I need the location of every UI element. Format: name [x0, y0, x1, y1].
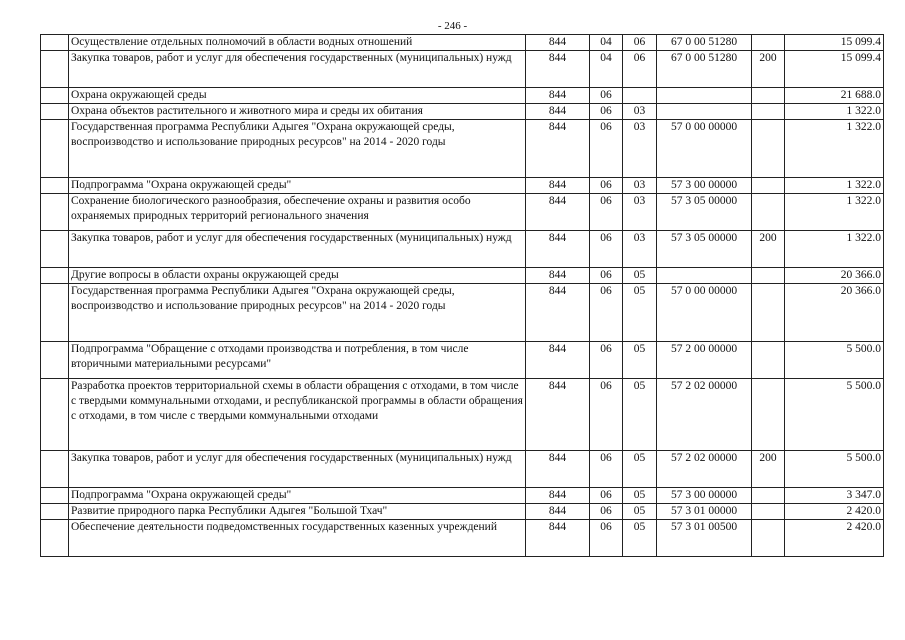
row-expense-type	[752, 178, 785, 194]
row-subsection-code: 03	[623, 178, 657, 194]
row-target-article	[657, 268, 752, 284]
row-expense-type	[752, 104, 785, 120]
table-row	[41, 284, 884, 342]
row-target-article: 67 0 00 51280	[657, 35, 752, 51]
row-section-code: 06	[590, 231, 623, 268]
row-ministry-code: 844	[526, 504, 590, 520]
row-blank-cell	[41, 520, 69, 557]
row-ministry-code: 844	[526, 284, 590, 342]
row-subsection-code	[623, 88, 657, 104]
row-target-article: 57 0 00 00000	[657, 284, 752, 342]
row-expense-type	[752, 284, 785, 342]
budget-table-body	[41, 35, 884, 557]
row-blank-cell	[41, 488, 69, 504]
row-target-article: 57 3 00 00000	[657, 178, 752, 194]
row-name: Подпрограмма "Охрана окружающей среды"	[69, 488, 526, 504]
row-blank-cell	[41, 284, 69, 342]
row-section-code: 06	[590, 104, 623, 120]
table-row	[41, 120, 884, 178]
row-ministry-code: 844	[526, 231, 590, 268]
row-target-article: 57 3 01 00000	[657, 504, 752, 520]
table-row	[41, 488, 884, 504]
row-subsection-code: 03	[623, 231, 657, 268]
row-blank-cell	[41, 379, 69, 451]
row-name: Закупка товаров, работ и услуг для обеспечения государственных (муниципальных) нужд	[69, 231, 526, 268]
row-section-code: 06	[590, 379, 623, 451]
row-ministry-code: 844	[526, 194, 590, 231]
table-row	[41, 504, 884, 520]
row-subsection-code: 03	[623, 104, 657, 120]
table-row	[41, 451, 884, 488]
table-row	[41, 88, 884, 104]
row-blank-cell	[41, 178, 69, 194]
row-section-code: 06	[590, 520, 623, 557]
row-blank-cell	[41, 35, 69, 51]
row-blank-cell	[41, 88, 69, 104]
row-amount: 20 366.0	[785, 268, 884, 284]
table-row	[41, 35, 884, 51]
row-expense-type	[752, 520, 785, 557]
row-target-article: 57 0 00 00000	[657, 120, 752, 178]
row-expense-type	[752, 268, 785, 284]
row-section-code: 06	[590, 120, 623, 178]
row-ministry-code: 844	[526, 342, 590, 379]
row-target-article: 57 3 05 00000	[657, 194, 752, 231]
row-blank-cell	[41, 194, 69, 231]
row-section-code: 04	[590, 35, 623, 51]
row-ministry-code: 844	[526, 520, 590, 557]
row-target-article: 57 3 00 00000	[657, 488, 752, 504]
row-section-code: 06	[590, 451, 623, 488]
table-row	[41, 342, 884, 379]
row-subsection-code: 05	[623, 520, 657, 557]
row-ministry-code: 844	[526, 88, 590, 104]
row-name: Осуществление отдельных полномочий в области водных отношений	[69, 35, 526, 51]
row-ministry-code: 844	[526, 104, 590, 120]
row-amount: 1 322.0	[785, 104, 884, 120]
row-section-code: 06	[590, 504, 623, 520]
table-row	[41, 520, 884, 557]
row-blank-cell	[41, 268, 69, 284]
table-row	[41, 379, 884, 451]
row-expense-type: 200	[752, 451, 785, 488]
row-target-article	[657, 88, 752, 104]
row-expense-type	[752, 35, 785, 51]
row-expense-type: 200	[752, 51, 785, 88]
row-name: Закупка товаров, работ и услуг для обеспечения государственных (муниципальных) нужд	[69, 451, 526, 488]
row-expense-type: 200	[752, 231, 785, 268]
row-name: Развитие природного парка Республики Адыгея "Большой Тхач"	[69, 504, 526, 520]
row-expense-type	[752, 120, 785, 178]
row-expense-type	[752, 88, 785, 104]
table-row	[41, 268, 884, 284]
row-amount: 1 322.0	[785, 120, 884, 178]
table-row	[41, 51, 884, 88]
row-section-code: 06	[590, 342, 623, 379]
row-subsection-code: 06	[623, 51, 657, 88]
row-amount: 21 688.0	[785, 88, 884, 104]
row-expense-type	[752, 488, 785, 504]
table-row	[41, 231, 884, 268]
row-name: Другие вопросы в области охраны окружающей среды	[69, 268, 526, 284]
row-amount: 15 099.4	[785, 35, 884, 51]
row-amount: 1 322.0	[785, 194, 884, 231]
row-expense-type	[752, 194, 785, 231]
row-amount: 2 420.0	[785, 520, 884, 557]
row-blank-cell	[41, 342, 69, 379]
row-amount: 1 322.0	[785, 231, 884, 268]
row-ministry-code: 844	[526, 488, 590, 504]
row-blank-cell	[41, 51, 69, 88]
row-amount: 3 347.0	[785, 488, 884, 504]
row-subsection-code: 03	[623, 194, 657, 231]
row-section-code: 06	[590, 178, 623, 194]
row-section-code: 04	[590, 51, 623, 88]
row-amount: 15 099.4	[785, 51, 884, 88]
row-name: Охрана объектов растительного и животного мира и среды их обитания	[69, 104, 526, 120]
row-subsection-code: 05	[623, 379, 657, 451]
row-amount: 20 366.0	[785, 284, 884, 342]
table-row	[41, 104, 884, 120]
row-expense-type	[752, 504, 785, 520]
row-blank-cell	[41, 120, 69, 178]
row-blank-cell	[41, 104, 69, 120]
row-subsection-code: 05	[623, 342, 657, 379]
row-name: Сохранение биологического разнообразия, обеспечение охраны и развития особо охраняемых природных территорий регионального значения	[69, 194, 526, 231]
row-target-article: 67 0 00 51280	[657, 51, 752, 88]
row-expense-type	[752, 342, 785, 379]
row-blank-cell	[41, 231, 69, 268]
row-ministry-code: 844	[526, 268, 590, 284]
row-ministry-code: 844	[526, 120, 590, 178]
row-name: Закупка товаров, работ и услуг для обеспечения государственных (муниципальных) нужд	[69, 51, 526, 88]
row-ministry-code: 844	[526, 51, 590, 88]
row-name: Государственная программа Республики Адыгея "Охрана окружающей среды, воспроизводство и использование природных ресурсов" на 2014 - 2020 годы	[69, 284, 526, 342]
row-subsection-code: 05	[623, 268, 657, 284]
row-name: Подпрограмма "Обращение с отходами производства и потребления, в том числе вторичными материальными ресурсами"	[69, 342, 526, 379]
table-row	[41, 178, 884, 194]
row-name: Государственная программа Республики Адыгея "Охрана окружающей среды, воспроизводство и использование природных ресурсов" на 2014 - 2020 годы	[69, 120, 526, 178]
row-blank-cell	[41, 504, 69, 520]
row-section-code: 06	[590, 268, 623, 284]
row-ministry-code: 844	[526, 35, 590, 51]
row-amount: 1 322.0	[785, 178, 884, 194]
row-subsection-code: 05	[623, 451, 657, 488]
row-target-article: 57 3 05 00000	[657, 231, 752, 268]
row-name: Разработка проектов территориальной схемы в области обращения с отходами, в том числе с твердыми коммунальными отходами, и республиканской программы в области обращения с отходами, в том числе с твердыми коммунальными отходами	[69, 379, 526, 451]
row-ministry-code: 844	[526, 451, 590, 488]
row-target-article: 57 2 00 00000	[657, 342, 752, 379]
row-target-article: 57 3 01 00500	[657, 520, 752, 557]
row-expense-type	[752, 379, 785, 451]
row-section-code: 06	[590, 88, 623, 104]
row-ministry-code: 844	[526, 178, 590, 194]
row-subsection-code: 06	[623, 35, 657, 51]
row-target-article: 57 2 02 00000	[657, 451, 752, 488]
row-ministry-code: 844	[526, 379, 590, 451]
row-subsection-code: 05	[623, 488, 657, 504]
row-target-article	[657, 104, 752, 120]
row-name: Подпрограмма "Охрана окружающей среды"	[69, 178, 526, 194]
row-amount: 5 500.0	[785, 379, 884, 451]
row-amount: 5 500.0	[785, 342, 884, 379]
row-subsection-code: 05	[623, 284, 657, 342]
row-section-code: 06	[590, 194, 623, 231]
row-subsection-code: 05	[623, 504, 657, 520]
budget-table	[40, 34, 884, 557]
row-blank-cell	[41, 451, 69, 488]
row-section-code: 06	[590, 284, 623, 342]
page-number: - 246 -	[437, 20, 468, 32]
row-section-code: 06	[590, 488, 623, 504]
table-row	[41, 194, 884, 231]
row-name: Обеспечение деятельности подведомственных государственных казенных учреждений	[69, 520, 526, 557]
row-name: Охрана окружающей среды	[69, 88, 526, 104]
row-amount: 2 420.0	[785, 504, 884, 520]
row-amount: 5 500.0	[785, 451, 884, 488]
row-subsection-code: 03	[623, 120, 657, 178]
row-target-article: 57 2 02 00000	[657, 379, 752, 451]
